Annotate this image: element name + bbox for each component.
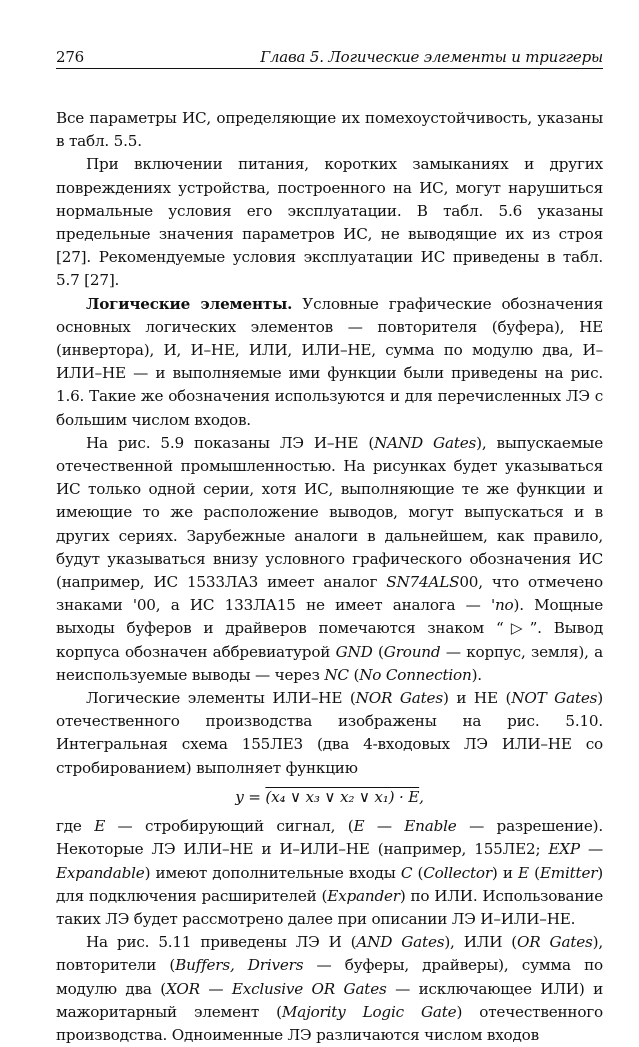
text-run: ). Мощные выходы буферов и драйверов помечаются знаком “▷”. Вывод корпуса обозначен аббревиатурой <box>56 596 603 661</box>
paragraph-2: При включении питания, коротких замыканиях и других повреждениях устройства, построенного на ИС, могут нарушиться нормальные условия его эксплуатации. В табл. 5.6 указаны предельные значения параметров ИС, не выводящие их из строя [27]. Рекомендуемые условия эксплуатации ИС приведены в табл. 5.7 [27]. <box>56 155 603 290</box>
text-run: ), ИЛИ ( <box>444 933 518 952</box>
italic-term: XOR — Exclusive OR Gates <box>166 979 387 998</box>
text-run: ( <box>412 863 424 882</box>
italic-term: E <box>94 817 106 836</box>
italic-term: E — Enable <box>353 817 457 836</box>
formula <box>56 786 603 809</box>
italic-term: No Connection <box>359 665 472 684</box>
italic-term: Expander <box>327 886 400 905</box>
italic-term: C <box>400 863 413 882</box>
text-run: ) отечественного производства. Одноименные ЛЭ различаются числом входов <box>56 1002 603 1044</box>
italic-term: no <box>494 596 514 615</box>
text-run: ( <box>348 665 360 684</box>
section-lead: Логические элементы. <box>86 294 293 313</box>
text-run: На рис. 5.9 показаны ЛЭ И–НЕ ( <box>86 433 375 452</box>
text-run: ), выпускаемые отечественной промышленностью. На рисунках будет указываться ИС только одной серии, хотя ИС, выполняющие те же функции и имеющие то же расположение выводов, могут выпускаться и в других сериях. Зарубежные аналоги в дальнейшем, как правило, будут указываться внизу условного графического обозначения ИС (например, ИС 1533ЛА3 имеет аналог <box>56 433 603 592</box>
text-run: 00, что отмечено знаками '00, а ИС 133ЛА15 не имеет аналога — ' <box>56 573 603 615</box>
italic-term: E <box>518 863 529 882</box>
text-run: ). <box>471 665 482 684</box>
text-run: — стробирующий сигнал, ( <box>105 817 354 836</box>
text-run: Условные графические обозначения основных логических элементов — повторителя (буфера), НЕ (инвертора), И, И–НЕ, ИЛИ, ИЛИ–НЕ, сумма по модулю два, И–ИЛИ–НЕ — и выполняемые ими функции были приведены на рис. 1.6. Такие же обозначения используются и для перечисленных ЛЭ с большим числом входов. <box>56 294 603 429</box>
paragraph-4 <box>56 432 603 687</box>
formula-overlined: (x₄ ∨ x₃ ∨ x₂ ∨ x₁) · E <box>265 787 420 806</box>
text-run: ) имеют дополнительные входы <box>144 863 401 882</box>
text-run: ) по ИЛИ. Использование таких ЛЭ будет рассмотрено далее при описании ЛЭ И–ИЛИ–НЕ. <box>56 886 604 928</box>
italic-term: NOR Gates <box>355 689 443 708</box>
running-title: Глава 5. Логические элементы и триггеры <box>260 48 603 66</box>
italic-term: EXP — Expandable <box>56 840 603 882</box>
italic-term: NC <box>324 665 349 684</box>
text-run: ), повторители ( <box>56 933 603 975</box>
page-body <box>56 107 603 1047</box>
italic-term: SN74ALS <box>386 573 460 592</box>
book-page <box>56 46 603 1047</box>
text-run: ( <box>372 642 384 661</box>
italic-term: NAND Gates <box>374 433 477 452</box>
text-run: — корпус, земля), а неиспользуемые выводы — через <box>56 642 603 684</box>
text-run: ) отечественного производства изображены на рис. 5.10. Интегральная схема 155ЛЕ3 (два 4-входовых ЛЭ ИЛИ–НЕ со стробированием) выполняет функцию <box>56 689 603 777</box>
italic-term: Emitter <box>539 863 598 882</box>
italic-term: Ground <box>383 642 441 661</box>
paragraph-3 <box>56 293 603 432</box>
text-run: — буферы, драйверы), сумма по модулю два ( <box>56 956 603 998</box>
page-header <box>56 46 603 69</box>
text-run: ) и НЕ ( <box>442 689 512 708</box>
italic-term: NOT Gates <box>511 689 598 708</box>
italic-term: OR Gates <box>517 933 593 952</box>
italic-term: Majority Logic Gate <box>281 1002 457 1021</box>
paragraph-5 <box>56 687 603 780</box>
text-run: ) и <box>491 863 519 882</box>
italic-term: Collector <box>423 863 492 882</box>
paragraph-6 <box>56 815 603 931</box>
text-run: — исключающее ИЛИ) и мажоритарный элемент ( <box>56 979 603 1021</box>
italic-term: Buffers, Drivers <box>175 956 304 975</box>
text-run: где <box>56 817 95 836</box>
formula-tail: , <box>419 787 424 806</box>
paragraph-7 <box>56 931 603 1047</box>
text-run: — разрешение). Некоторые ЛЭ ИЛИ–НЕ и И–ИЛИ–НЕ (например, 155ЛЕ2; <box>56 817 604 859</box>
italic-term: AND Gates <box>356 933 445 952</box>
formula-lhs: y = <box>235 787 266 806</box>
italic-term: GND <box>335 642 373 661</box>
text-run: На рис. 5.11 приведены ЛЭ И ( <box>86 933 357 952</box>
text-run: ( <box>528 863 540 882</box>
text-run: ) для подключения расширителей ( <box>56 863 604 905</box>
text-run: Логические элементы ИЛИ–НЕ ( <box>86 689 356 708</box>
page-number: 276 <box>56 48 85 66</box>
paragraph-1: Все параметры ИС, определяющие их помехоустойчивость, указаны в табл. 5.5. <box>56 109 603 151</box>
